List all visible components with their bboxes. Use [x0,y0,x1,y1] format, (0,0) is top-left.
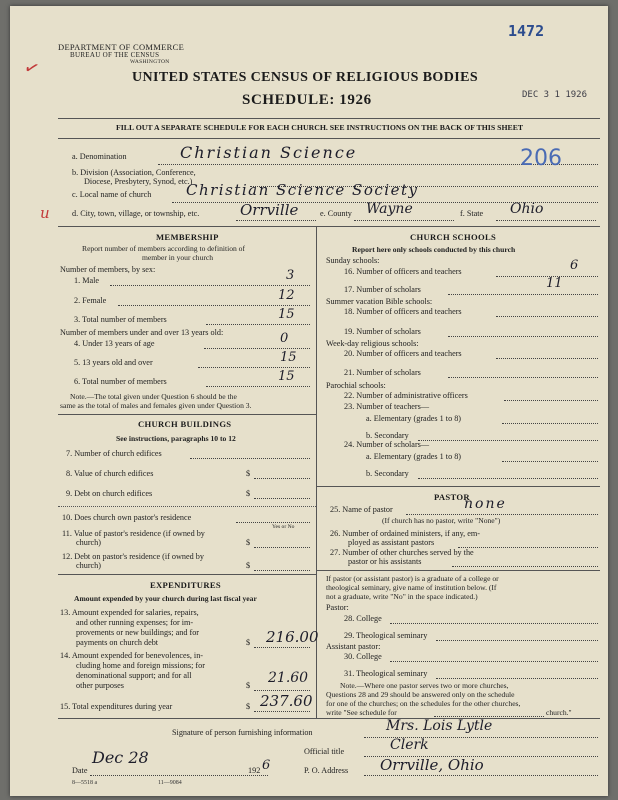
by-sex-label: Number of members, by sex: [60,265,156,274]
expenditures-sub: Amount expended by your church during last fiscal year [74,594,257,603]
weekday-label: Week-day religious schools: [326,339,419,348]
q24-label: 24. Number of scholars— [344,440,430,449]
q1-value: 3 [286,268,295,283]
q14-dollar: $ [246,681,251,690]
q14-label: 14. Amount expended for benevolences, in- [60,651,204,660]
schools-title: CHURCH SCHOOLS [410,232,497,242]
q23a-label: a. Elementary (grades 1 to 8) [366,414,462,423]
q13-label-3: provements or new buildings; and for [76,628,200,637]
q25-value: none [464,496,507,512]
instruction-line: FILL OUT A SEPARATE SCHEDULE FOR EACH CHURCH. SEE INSTRUCTIONS ON THE BACK OF THIS SHEET [116,123,524,132]
q16-value: 6 [570,258,579,273]
form-number: 8—5518 a [72,780,98,786]
q11-label: 11. Value of pastor's residence (if owned by [62,529,205,538]
membership-note-2: member in your church [142,253,214,262]
q15-dollar: $ [246,702,251,711]
state-value: Ohio [510,201,544,217]
address-label: P. O. Address [304,766,349,775]
q12-label: 12. Debt on pastor's residence (if owned by [62,552,204,561]
sunday-label: Sunday schools: [326,256,380,265]
q8-label: 8. Value of church edifices [66,469,154,478]
q17-value: 11 [546,276,563,291]
summer-label: Summer vacation Bible schools: [326,297,433,306]
pastor-note-4: write "See schedule for [326,708,397,717]
q16-label: 16. Number of officers and teachers [344,267,462,276]
date-value: Dec 28 [92,748,149,767]
q2-value: 12 [278,288,295,303]
q12-dollar: $ [246,561,251,570]
q10-label: 10. Does church own pastor's residence [62,513,192,522]
city-value: Orrville [240,201,299,219]
q5-value: 15 [280,350,297,365]
q13-dollar: $ [246,638,251,647]
signature-value: Mrs. Lois Lytle [386,718,493,734]
schools-sub: Report here only schools conducted by this church [352,245,516,254]
date-stamp: DEC 3 1 1926 [522,90,588,100]
parochial-label: Parochial schools: [326,381,386,390]
q8-dollar: $ [246,469,251,478]
q11-label-2: church) [76,538,102,547]
q23b-label: b. Secondary [366,431,409,440]
q13-label-4: payments on church debt [76,638,159,647]
date-label: Date [72,766,88,775]
expenditures-title: EXPENDITURES [150,580,221,590]
state-label: f. State [460,209,484,218]
q4-value: 0 [280,331,289,346]
pastor-note-3: for one of the churches; on the schedules for the other churches, [326,699,521,708]
q20-label: 20. Number of officers and teachers [344,349,462,358]
form-title: UNITED STATES CENSUS OF RELIGIOUS BODIES [132,70,479,85]
local-name-value: Christian Science Society [186,181,419,199]
serial-number: 1472 [508,22,545,40]
q4-label: 4. Under 13 years of age [74,339,155,348]
county-value: Wayne [366,201,413,217]
city-label: WASHINGTON [130,59,170,65]
q9-label: 9. Debt on church edifices [66,489,153,498]
q23-label: 23. Number of teachers— [344,402,430,411]
official-title-label: Official title [304,747,345,756]
q27-label-2: pastor or his assistants [348,557,422,566]
city-label-field: d. City, town, village, or township, etc. [72,209,200,218]
q29-label: 29. Theological seminary [344,631,428,640]
q7-label: 7. Number of church edifices [66,449,162,458]
membership-footnote-2: same as the total of males and females given under Question 3. [60,401,252,410]
q24b-label: b. Secondary [366,469,409,478]
membership-note-1: Report number of members according to definition of [82,244,246,253]
buildings-sub: See instructions, paragraphs 10 to 12 [116,434,236,443]
q9-dollar: $ [246,489,251,498]
local-name-label: c. Local name of church [72,190,152,199]
graduate-note-1: If pastor (or assistant pastor) is a graduate of a college or [326,574,499,583]
q25-hint: (If church has no pastor, write "None") [382,516,501,525]
code-number: 206 [520,146,562,171]
q13-label: 13. Amount expended for salaries, repairs, [60,608,199,617]
pastor-sub-label: Pastor: [326,603,349,612]
q11-dollar: $ [246,538,251,547]
q5-label: 5. 13 years old and over [74,358,153,367]
q15-value: 237.60 [260,692,313,710]
pastor-note-2: Questions 28 and 29 should be answered only on the schedule [326,690,515,699]
membership-footnote-1: Note.—The total given under Question 6 should be the [70,392,237,401]
county-label: e. County [320,209,352,218]
official-title-value: Clerk [390,737,429,753]
year-prefix: 192 [248,766,261,775]
year-digit: 6 [262,758,271,773]
q17-label: 17. Number of scholars [344,285,421,294]
signature-label: Signature of person furnishing information [172,728,313,737]
print-number: 11—9084 [158,780,182,786]
assistant-pastor-label: Assistant pastor: [326,642,381,651]
address-value: Orrville, Ohio [380,756,484,774]
q14-label-3: denominational support; and for all [76,671,192,680]
q18-label: 18. Number of officers and teachers [344,307,462,316]
graduate-note-2: theological seminary, give name of institution below. (If [326,583,497,592]
division-label: b. Division (Association, Conference, [72,168,196,177]
pastor-note-4b: church." [546,708,572,717]
q13-value: 216.00 [266,628,319,646]
division-label-2: Diocese, Presbytery, Synod, etc.) [84,177,193,186]
q6-label: 6. Total number of members [74,377,167,386]
pastor-title: PASTOR [434,492,470,502]
membership-title: MEMBERSHIP [156,232,219,242]
q14-label-4: other purposes [76,681,124,690]
q26-label-2: ployed as assistant pastors [348,538,435,547]
q30-label: 30. College [344,652,382,661]
bureau-label: BUREAU OF THE CENSUS [70,51,160,59]
q19-label: 19. Number of scholars [344,327,421,336]
q3-value: 15 [278,307,295,322]
buildings-title: CHURCH BUILDINGS [138,419,232,429]
yes-no-hint: Yes or No [272,524,295,530]
q3-label: 3. Total number of members [74,315,167,324]
q31-label: 31. Theological seminary [344,669,428,678]
q12-label-2: church) [76,561,102,570]
graduate-note-3: not a graduate, write "No" in the space indicated.) [326,592,478,601]
q13-label-2: and other running expenses; for im- [76,618,194,627]
q14-value: 21.60 [268,670,309,686]
q22-label: 22. Number of administrative officers [344,391,468,400]
denomination-value: Christian Science [180,143,358,162]
department-label: DEPARTMENT OF COMMERCE [58,42,185,52]
q26-label: 26. Number of ordained ministers, if any, em- [330,529,480,538]
q14-label-2: cluding home and foreign missions; for [76,661,205,670]
q6-value: 15 [278,369,295,384]
q21-label: 21. Number of scholars [344,368,421,377]
census-schedule-form [10,6,608,796]
q15-label: 15. Total expenditures during year [60,702,173,711]
denomination-label: a. Denomination [72,152,127,161]
q24a-label: a. Elementary (grades 1 to 8) [366,452,462,461]
pastor-note-1: Note.—Where one pastor serves two or more churches, [340,681,509,690]
age-intro-label: Number of members under and over 13 years old: [60,328,224,337]
check-mark-icon: ✓ [21,56,43,81]
q2-label: 2. Female [74,296,107,305]
q28-label: 28. College [344,614,382,623]
margin-mark: u [40,204,50,222]
q25-label: 25. Name of pastor [330,505,393,514]
schedule-title: SCHEDULE: 1926 [242,92,372,108]
q27-label: 27. Number of other churches served by the [330,548,474,557]
q1-label: 1. Male [74,276,100,285]
